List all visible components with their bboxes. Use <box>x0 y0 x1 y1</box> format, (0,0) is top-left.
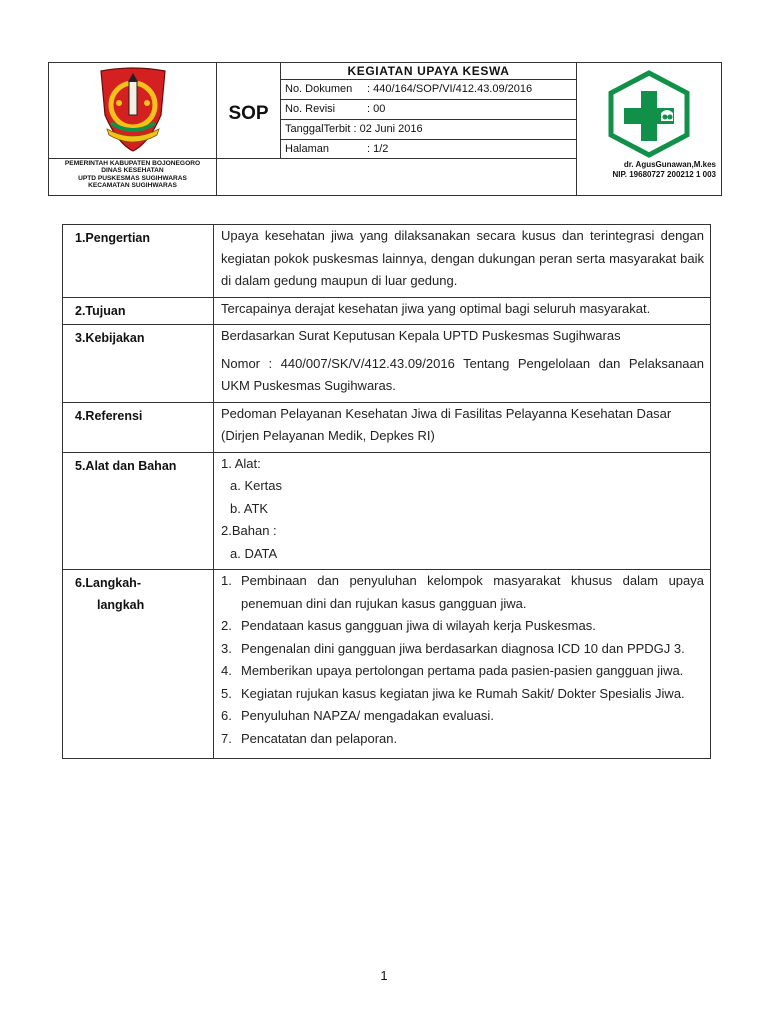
row-referensi <box>63 402 711 452</box>
section-content <box>214 452 711 570</box>
langkah-label-line: langkah <box>97 598 145 612</box>
meta-value: : 02 Juni 2016 <box>353 123 423 135</box>
step-text: Memberikan upaya pertolongan pertama pada pasien-pasien gangguan jiwa. <box>241 663 684 678</box>
row-tujuan <box>63 297 711 325</box>
section-content <box>214 225 711 298</box>
institution-line: KECAMATAN SUGIHWARAS <box>88 182 177 190</box>
step-number: 7. <box>221 730 232 746</box>
section-label: 2.Tujuan <box>63 297 214 325</box>
alat-item: b. ATK <box>230 500 269 516</box>
puskesmas-logo-icon <box>577 63 722 159</box>
list-item <box>221 728 704 751</box>
institution-name <box>49 159 217 196</box>
step-number: 2. <box>221 618 232 633</box>
section-content <box>214 325 711 403</box>
step-text: Pembinaan dan penyuluhan kelompok masyarakat khusus dalam upaya penemuan dini dan rujukan kasus gangguan jiwa. <box>241 573 704 611</box>
puskesmas-logo-cell <box>577 63 722 159</box>
institution-line: DINAS KESEHATAN <box>101 167 164 175</box>
meta-row-page <box>281 140 577 159</box>
sop-label: SOP <box>228 103 269 124</box>
step-number: 1. <box>221 573 232 588</box>
document-header <box>48 62 722 196</box>
list-item <box>221 638 704 661</box>
bahan-title: 2.Bahan : <box>221 523 277 538</box>
row-alat-bahan <box>63 452 711 570</box>
meta-value: : 440/164/SOP/VI/412.43.09/2016 <box>367 83 533 95</box>
meta-key: Halaman <box>285 143 330 155</box>
meta-row-issue-date <box>281 120 577 140</box>
list-item <box>221 705 704 728</box>
step-number: 6. <box>221 708 232 723</box>
sop-label-cell <box>217 63 281 159</box>
langkah-label-line: 6.Langkah- <box>75 576 141 590</box>
list-item <box>221 615 704 638</box>
alat-title: 1. Alat: <box>221 455 261 471</box>
meta-row-revision <box>281 100 577 120</box>
section-label: 1.Pengertian <box>63 225 214 298</box>
section-content <box>214 402 711 452</box>
list-item <box>221 570 704 615</box>
meta-row-document-number <box>281 80 577 100</box>
bahan-item: a. DATA <box>230 545 278 561</box>
alat-item: a. Kertas <box>230 478 283 493</box>
sop-content-table <box>62 224 711 759</box>
kebijakan-line: Berdasarkan Surat Keputusan Kepala UPTD Puskesmas Sugihwaras <box>221 328 621 343</box>
list-item <box>221 660 704 683</box>
tujuan-text: Tercapainya derajat kesehatan jiwa yang optimal bagi seluruh masyarakat. <box>221 300 651 316</box>
institution-line: UPTD PUSKESMAS SUGIHWARAS <box>78 174 187 182</box>
section-label: 5.Alat dan Bahan <box>63 452 214 570</box>
step-text: Pendataan kasus gangguan jiwa di wilayah kerja Puskesmas. <box>241 618 596 633</box>
section-content <box>214 297 711 325</box>
step-text: Kegiatan rujukan kasus kegiatan jiwa ke Rumah Sakit/ Dokter Spesialis Jiwa. <box>241 685 685 701</box>
list-item <box>221 683 704 706</box>
section-label: 3.Kebijakan <box>63 325 214 403</box>
document-title: KEGIATAN UPAYA KESWA <box>281 63 577 80</box>
step-text: Pencatatan dan pelaporan. <box>241 730 398 746</box>
meta-value: : 00 <box>367 103 386 115</box>
section-label: 4.Referensi <box>63 402 214 452</box>
meta-key: No. Dokumen <box>285 83 353 95</box>
page-number: 1 <box>380 968 388 983</box>
step-number: 5. <box>221 685 232 701</box>
referensi-text: Pedoman Pelayanan Kesehatan Jiwa di Fasilitas Pelayanna Kesehatan Dasar (Dirjen Pelayanan Medik, Depkes RI) <box>221 405 672 443</box>
pengertian-text: Upaya kesehatan jiwa yang dilaksanakan secara kusus dan terintegrasi dengan kegiatan pokok puskesmas lainnya, dengan dukungan peran serta masyarakat baik di dalam gedung maupun di luar gedung. <box>221 228 704 288</box>
step-number: 4. <box>221 663 232 678</box>
row-kebijakan <box>63 325 711 403</box>
meta-key: TanggalTerbit <box>285 123 351 135</box>
meta-value: : 1/2 <box>367 143 389 155</box>
bojonegoro-emblem-icon <box>49 63 217 159</box>
step-text: Penyuluhan NAPZA/ mengadakan evaluasi. <box>241 708 494 723</box>
signer-name: dr. AgusGunawan,M.kes <box>623 160 716 169</box>
step-number: 3. <box>221 640 232 656</box>
signer-block <box>577 159 722 196</box>
step-text: Pengenalan dini gangguan jiwa berdasarkan diagnosa ICD 10 dan PPDGJ 3. <box>241 640 685 656</box>
header-blank-cell <box>217 159 577 196</box>
section-label <box>63 570 214 759</box>
steps-list <box>221 570 704 750</box>
regency-emblem-cell <box>49 63 217 159</box>
meta-key: No. Revisi <box>285 103 336 115</box>
row-langkah <box>63 570 711 759</box>
institution-line: PEMERINTAH KABUPATEN BOJONEGORO <box>64 160 201 167</box>
signer-nip: NIP. 19680727 200212 1 003 <box>612 170 716 179</box>
row-pengertian <box>63 225 711 298</box>
kebijakan-line: Nomor : 440/007/SK/V/412.43.09/2016 Tentang Pengelolaan dan Pelaksanaan UKM Puskesmas Sugihwaras. <box>221 355 704 393</box>
section-content <box>214 570 711 759</box>
